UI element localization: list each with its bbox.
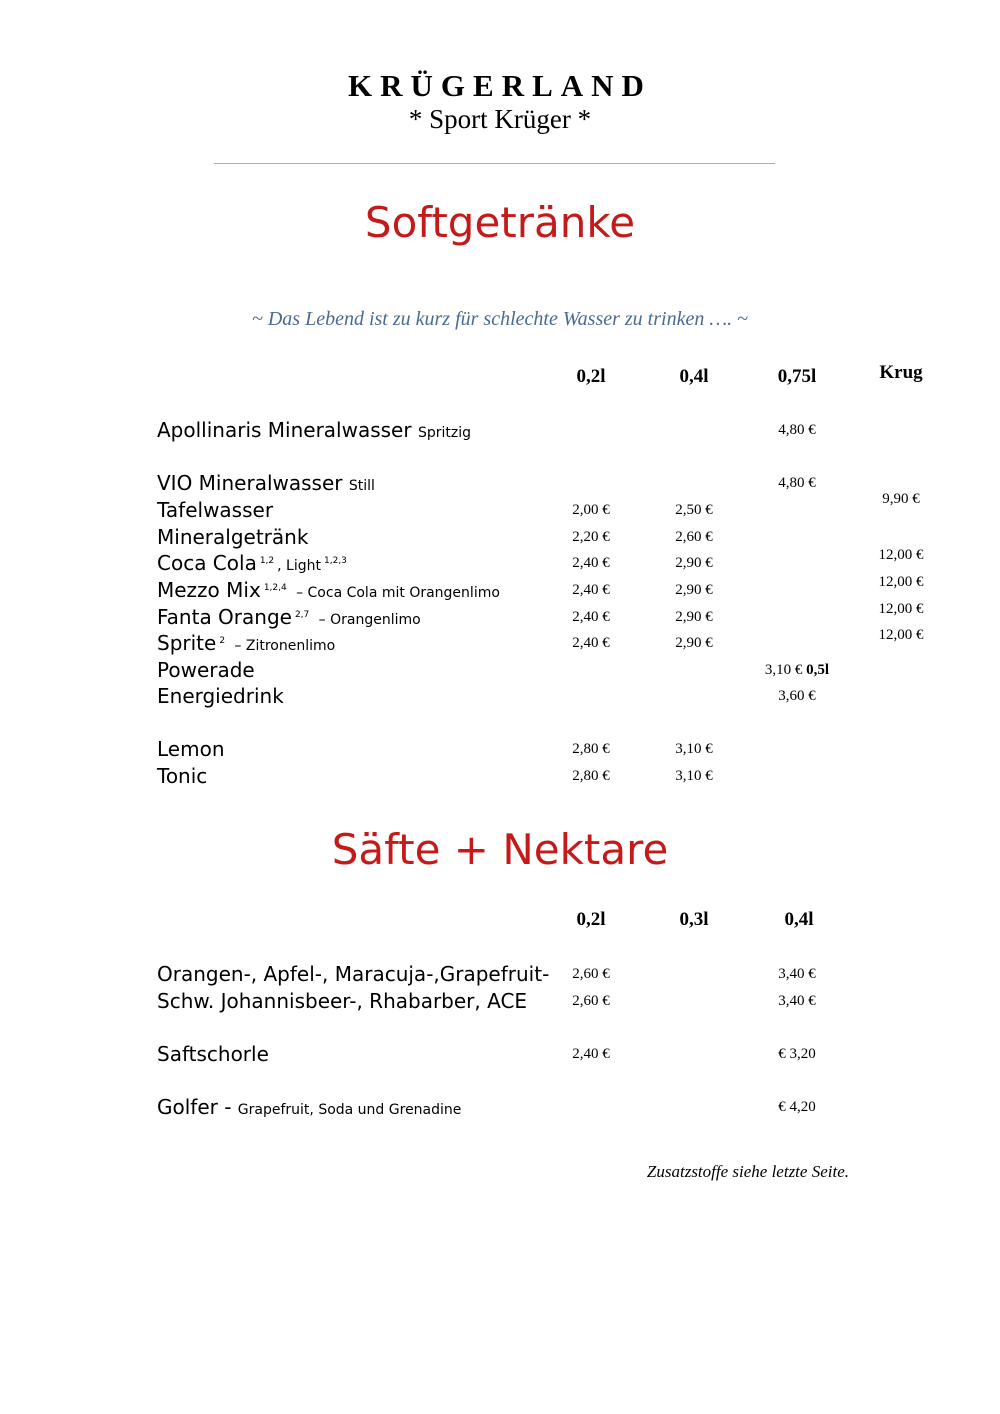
price-0-2l: 2,40 €	[572, 635, 610, 651]
item-name: Golfer -	[157, 1095, 232, 1119]
price-0-2l: 2,40 €	[572, 582, 610, 598]
list-item	[157, 989, 527, 1013]
item-name: Tonic	[157, 764, 208, 788]
price-0-4l: 2,60 €	[675, 529, 713, 545]
col-header-0-75l: 0,75l	[777, 366, 817, 387]
softdrinks-title: Softgetränke	[364, 198, 636, 247]
item-note: – Orangenlimo	[318, 612, 421, 628]
list-item	[157, 1095, 461, 1119]
item-name: Schw. Johannisbeer-, Rhabarber, ACE	[157, 989, 528, 1013]
list-item	[157, 418, 471, 442]
price-0-4l: € 3,20	[778, 1046, 816, 1062]
juice-col-header-0-4l: 0,4l	[784, 909, 814, 930]
additive-markers: 2,7	[294, 610, 310, 620]
item-name: Orangen-, Apfel-, Maracuja-,Grapefruit-	[157, 962, 550, 986]
price-value: 3,10 €	[764, 662, 803, 678]
footer-note: Zusatzstoffe siehe letzte Seite.	[646, 1162, 849, 1181]
item-note: Spritzig	[417, 425, 471, 441]
price-0-2l: 2,00 €	[572, 502, 610, 518]
list-item	[157, 525, 308, 549]
price-0-4l: 2,90 €	[675, 555, 713, 571]
col-header-0-4l: 0,4l	[679, 366, 709, 387]
item-name: Fanta Orange	[157, 605, 292, 629]
list-item	[157, 471, 375, 495]
item-name: Powerade	[157, 658, 255, 682]
price-0-2l: 2,40 €	[572, 1046, 610, 1062]
item-name: Tafelwasser	[157, 498, 274, 522]
list-item	[157, 1042, 269, 1066]
price-0-2l: 2,60 €	[572, 966, 610, 982]
price-0-2l: 2,40 €	[572, 555, 610, 571]
additive-markers: 1,2,4	[263, 583, 287, 593]
price-0-75l: 4,80 €	[778, 422, 816, 438]
item-note: – Zitronenlimo	[234, 638, 336, 654]
header-divider	[214, 163, 775, 164]
price-0-4l: 2,90 €	[675, 609, 713, 625]
price-krug: 9,90 €	[882, 491, 920, 507]
list-item	[157, 764, 207, 788]
price-krug: 12,00 €	[878, 547, 924, 563]
price-krug: 12,00 €	[878, 601, 924, 617]
item-name: Mezzo Mix	[157, 578, 261, 602]
brand-title: KRÜGERLAND	[348, 68, 652, 103]
juice-col-header-0-2l: 0,2l	[576, 909, 606, 930]
price-0-2l: 2,80 €	[572, 741, 610, 757]
item-name: Lemon	[157, 737, 225, 761]
additive-markers: 1,2	[259, 556, 275, 566]
price-0-2l: 2,60 €	[572, 993, 610, 1009]
price-0-4l: 3,10 €	[675, 741, 713, 757]
juice-col-header-0-3l: 0,3l	[679, 909, 709, 930]
item-name: Coca Cola	[157, 551, 257, 575]
item-name: Mineralgetränk	[157, 525, 309, 549]
brand-subtitle: * Sport Krüger *	[408, 104, 592, 134]
list-item	[157, 684, 284, 708]
item-name: VIO Mineralwasser	[157, 471, 343, 495]
list-item	[157, 737, 225, 761]
price-0-4l: 3,40 €	[778, 993, 816, 1009]
price-krug: 12,00 €	[878, 574, 924, 590]
price-0-75l: 4,80 €	[778, 475, 816, 491]
item-name: Apollinaris Mineralwasser	[157, 418, 412, 442]
price-0-4l: 2,90 €	[675, 582, 713, 598]
size-note: 0,5l	[806, 662, 830, 678]
list-item	[157, 605, 421, 629]
item-variant: , Light	[277, 558, 321, 574]
col-header-krug: Krug	[879, 362, 923, 383]
additive-markers: 1,2,3	[324, 556, 347, 566]
price-0-4l: 3,40 €	[778, 966, 816, 982]
price-0-2l: 2,80 €	[572, 768, 610, 784]
list-item	[157, 498, 273, 522]
motto: ~ Das Lebend ist zu kurz für schlechte Wasser zu trinken …. ~	[252, 308, 748, 330]
price-0-75l: 3,60 €	[778, 688, 816, 704]
juices-title: Säfte + Nektare	[331, 825, 669, 874]
item-note: – Coca Cola mit Orangenlimo	[296, 585, 500, 601]
list-item	[157, 658, 255, 682]
col-header-0-2l: 0,2l	[576, 366, 606, 387]
item-note: Grapefruit, Soda und Grenadine	[237, 1102, 462, 1118]
price-0-75l	[747, 662, 847, 679]
list-item	[157, 578, 500, 602]
item-note: Still	[348, 478, 375, 494]
price-0-4l: 2,50 €	[675, 502, 713, 518]
item-name: Sprite	[157, 631, 217, 655]
price-krug: 12,00 €	[878, 627, 924, 643]
additive-markers: 2	[219, 636, 226, 646]
item-name: Energiedrink	[157, 684, 284, 708]
list-item	[157, 631, 335, 655]
list-item	[157, 551, 350, 575]
list-item	[157, 962, 549, 986]
price-0-2l: 2,20 €	[572, 529, 610, 545]
price-0-4l: 2,90 €	[675, 635, 713, 651]
price-0-2l: 2,40 €	[572, 609, 610, 625]
price-0-4l: € 4,20	[778, 1099, 816, 1115]
item-name: Saftschorle	[157, 1042, 269, 1066]
price-0-4l: 3,10 €	[675, 768, 713, 784]
